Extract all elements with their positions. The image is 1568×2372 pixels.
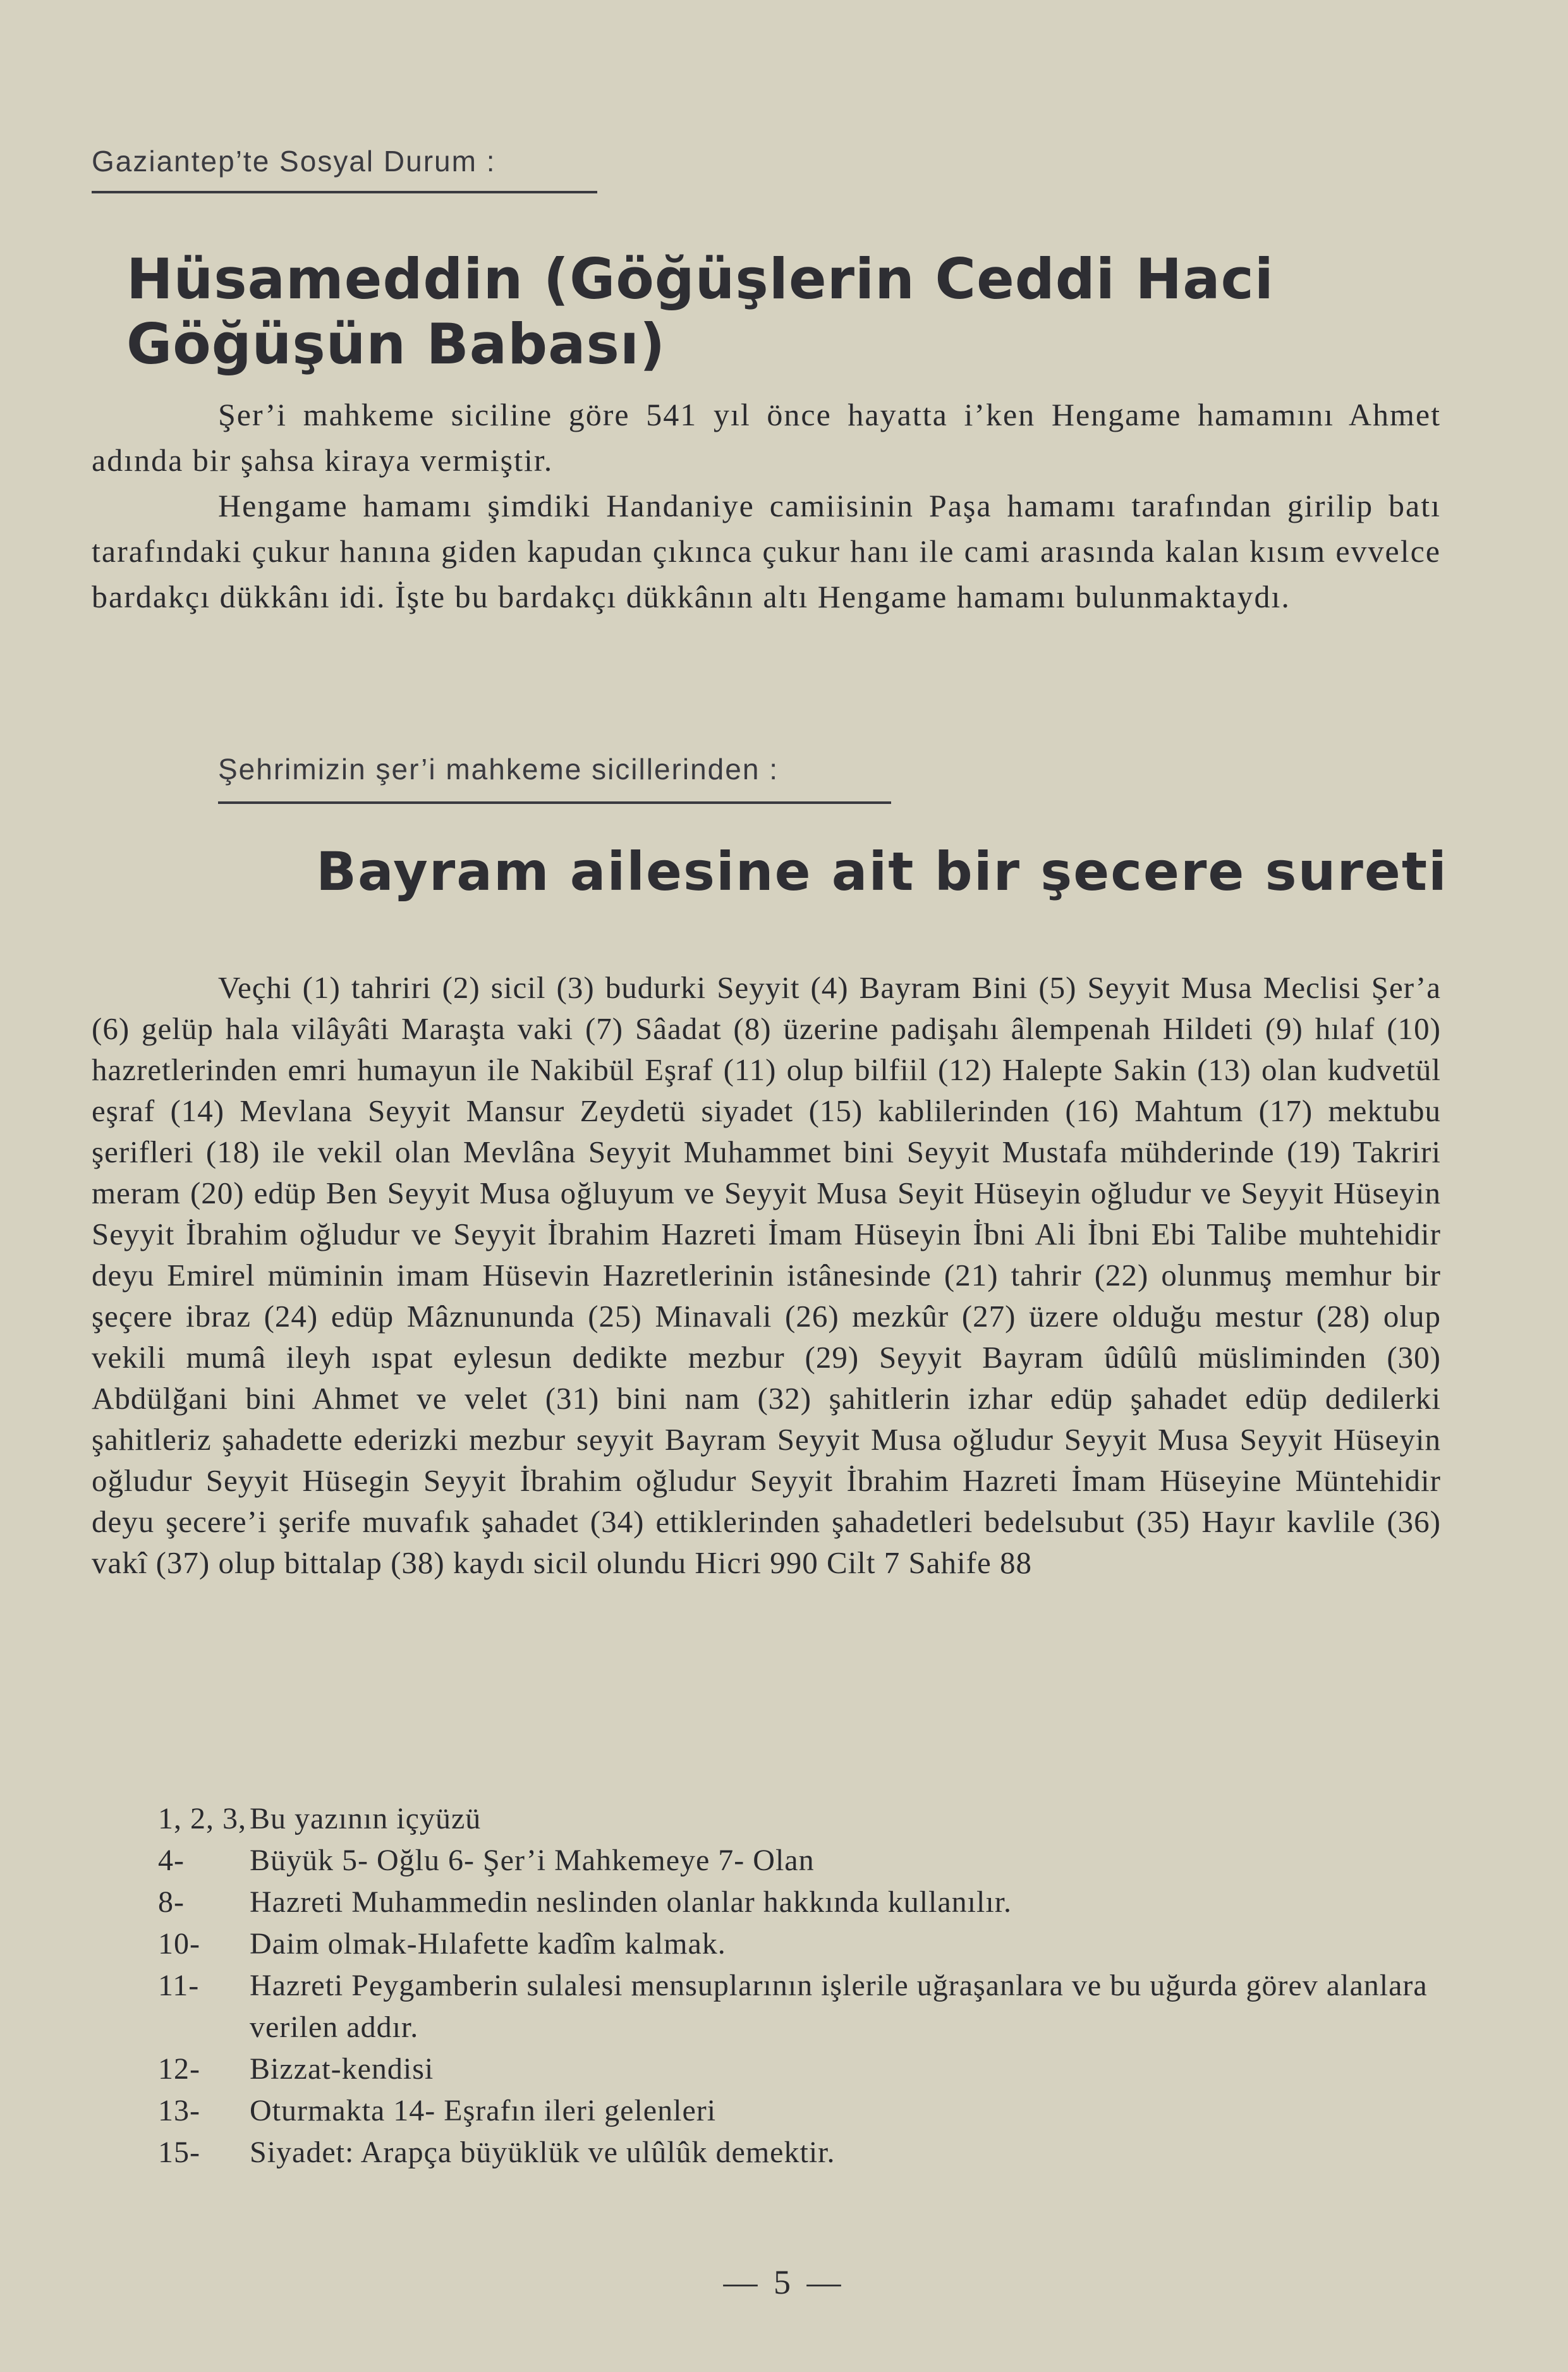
footnote-number: 12- bbox=[158, 2052, 200, 2086]
footnote-item bbox=[158, 2132, 1447, 2174]
footnotes-list bbox=[158, 1798, 1447, 2174]
footnote-item bbox=[158, 2048, 1447, 2090]
footnote-item bbox=[158, 2090, 1447, 2132]
footnote-text: Oturmakta 14- Eşrafın ileri gelenleri bbox=[250, 2094, 717, 2127]
footnote-number: 10- bbox=[158, 1927, 200, 1961]
footnote-number: 1, 2, 3, bbox=[158, 1802, 246, 1835]
article-title: Hüsameddin (Göğüşlerin Ceddi Haci Göğüşün Babası) bbox=[126, 246, 1274, 377]
genealogy-title: Bayram ailesine ait bir şecere sureti bbox=[316, 841, 1448, 903]
footnote-text: Bu yazının içyüzü bbox=[250, 1802, 482, 1835]
footnote-number: 8- bbox=[158, 1885, 185, 1919]
footnote-text: Büyük 5- Oğlu 6- Şer’i Mahkemeye 7- Olan bbox=[250, 1844, 815, 1877]
footnote-number: 11- bbox=[158, 1969, 200, 2002]
footnote-item bbox=[158, 1882, 1447, 1923]
genealogy-body: Veçhi (1) tahriri (2) sicil (3) budurki Seyyit (4) Bayram Bini (5) Seyyit Musa Meclisi Şer’a (6) gelüp hala vilâyâti Maraşta vaki (7) Sâadat (8) üzerine padişahı âlempenah Hildeti (9) hılaf (10) hazretlerinden emri humayun ile Nakibül Eşraf (11) olup bilfiil (12) Halepte Sakin (13) olan kudvetül eşraf (14) Mevlana Seyyit Mansur Zeydetü siyadet (15) kablilerinden (16) Mahtum (17) mektubu şerifleri (18) ile vekil olan Mevlâna Seyyit Muhammet bini Seyyit Mustafa mühderinde (19) Takriri meram (20) edüp Ben Seyyit Musa oğluyum ve Seyyit Musa Seyit Hüseyin oğludur ve Seyyit Hüseyin Seyyit İbrahim oğludur ve Seyyit İbrahim Hazreti İmam Hüseyin İbni Ali İbni Ebi Talibe muhtehidir deyu Emirel müminin imam Hüsevin Hazretlerinin istânesinde (21) tahrir (22) olunmuş memhur bir şeçere ibraz (24) edüp Mâznununda (25) Minavali (26) mezkûr (27) üzere olduğu mestur (28) olup vekili mumâ ileyh ıspat eylesun dedikte mezbur (29) Seyyit Bayram ûdûlû müsliminden (30) Abdülğani bini Ahmet ve velet (31) bini nam (32) şahitlerin izhar edüp şahadet edüp dedilerki şahitleriz şahadette ederizki mezbur seyyit Bayram Seyyit Musa oğludur Seyyit Musa Seyyit Hüseyin oğludur Seyyit Hüsegin Seyyit İbrahim oğludur Seyyit İbrahim Hazreti İmam Hüseyine Müntehidir deyu şecere’i şerife muvafık şahadet (34) ettiklerinden şahadetleri bedelsubut (35) Hayır kavlile (36) vakî (37) olup bittalap (38) kaydı sicil olundu Hicri 990 Cilt 7 Sahife 88 bbox=[92, 970, 1441, 1580]
subsection-header: Şehrimizin şer’i mahkeme sicillerinden : bbox=[218, 753, 779, 786]
page-number: — 5 — bbox=[723, 2263, 845, 2301]
footnote-text: Bizzat-kendisi bbox=[250, 2052, 434, 2086]
footnote-item bbox=[158, 1840, 1447, 1882]
intro-paragraph-2: Hengame hamamı şimdiki Handaniye camiisinin Paşa hamamı tarafından girilip batı tarafındaki çukur hanına giden kapudan çıkınca çukur hanı ile cami arasında kalan kısım evvelce bardakçı dükkânı idi. İşte bu bardakçı dükkânın altı Hengame hamamı bulunmaktaydı. bbox=[92, 488, 1441, 614]
header-underline bbox=[92, 191, 597, 193]
footnote-text: Siyadet: Arapça büyüklük ve ulûlûk demektir. bbox=[250, 2136, 836, 2169]
footnote-text: Hazreti Peygamberin sulalesi mensuplarının işlerile uğraşanlara ve bu uğurda görev alanlara verilen addır. bbox=[250, 1969, 1428, 2044]
intro-paragraph-1: Şer’i mahkeme siciline göre 541 yıl önce hayatta i’ken Hengame hamamını Ahmet adında bir şahsa kiraya vermiştir. bbox=[92, 397, 1441, 478]
footnote-number: 13- bbox=[158, 2094, 200, 2127]
intro-section bbox=[92, 392, 1441, 619]
footnote-number: 4- bbox=[158, 1844, 185, 1877]
footnote-number: 15- bbox=[158, 2136, 200, 2169]
section-header: Gaziantep’te Sosyal Durum : bbox=[92, 145, 496, 178]
footnote-item bbox=[158, 1798, 1447, 1840]
footnote-item bbox=[158, 1923, 1447, 1965]
subsection-underline bbox=[218, 801, 891, 804]
footnote-text: Daim olmak-Hılafette kadîm kalmak. bbox=[250, 1927, 726, 1961]
footnote-text: Hazreti Muhammedin neslinden olanlar hakkında kullanılır. bbox=[250, 1885, 1012, 1919]
footnote-item bbox=[158, 1965, 1447, 2048]
